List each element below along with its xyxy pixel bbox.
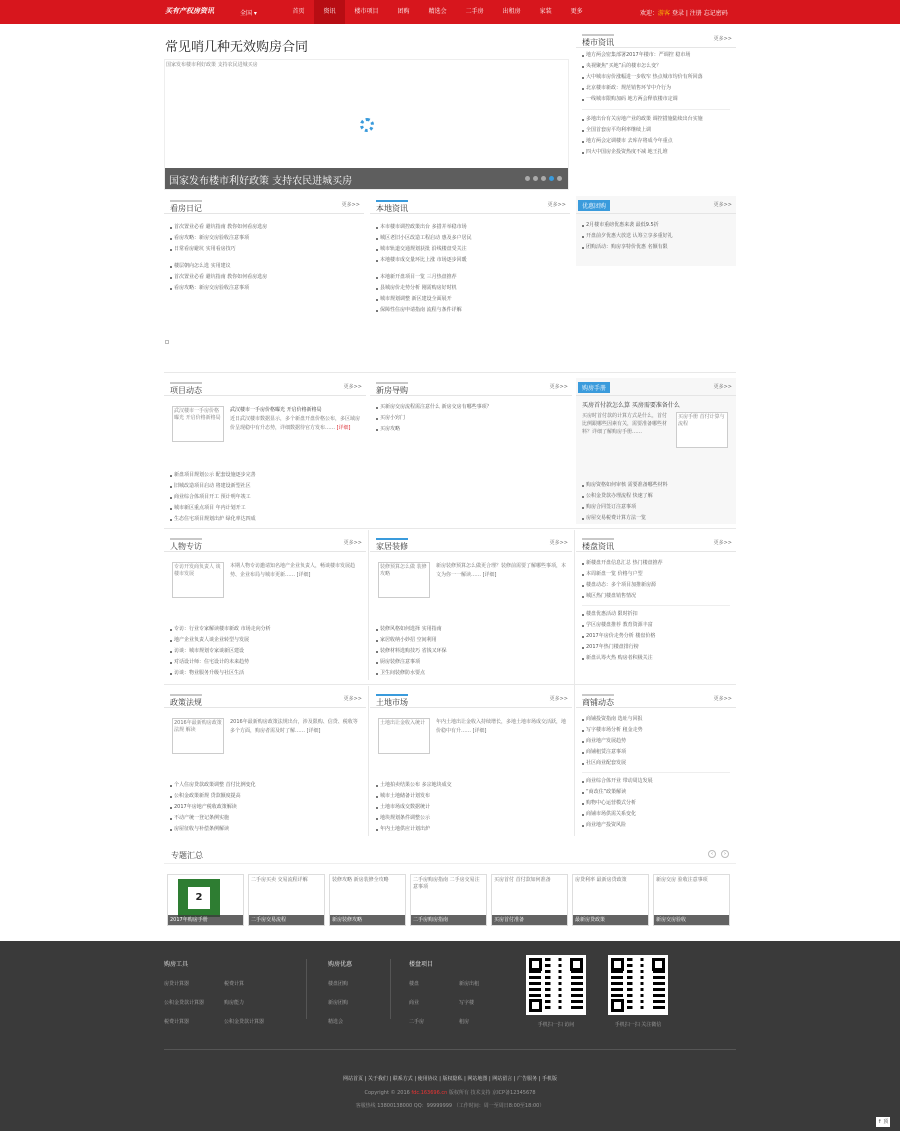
footer-link[interactable]: 购房能力 [224, 1000, 245, 1006]
featured-text [230, 718, 360, 736]
list-item[interactable]: 访谈：物业服务升级与社区生活 [164, 668, 366, 679]
qr-caption: 手机扫一扫 关注微信 [614, 1022, 662, 1028]
section-shop-news [576, 690, 736, 836]
featured-text [230, 406, 360, 433]
news-list [576, 50, 736, 105]
more-link[interactable]: 更多>> [343, 540, 362, 546]
list-item[interactable]: 城区热门楼盘销售情况 [576, 591, 736, 602]
section-title: 专题汇总 [171, 851, 203, 860]
slider-dots [525, 176, 562, 181]
section-home-decoration [370, 534, 572, 680]
login-area [640, 8, 728, 17]
divider [164, 684, 736, 685]
footer-link[interactable]: 租房 [459, 1019, 470, 1025]
section-title: 楼盘资讯 [582, 538, 614, 552]
featured-image[interactable]: 装修预算怎么做 装修攻略 [378, 562, 430, 598]
news-list [576, 558, 736, 602]
login-links[interactable]: 登录 | 注册 忘记密码 [671, 10, 728, 17]
list-item[interactable]: 商业综合体开业 带动周边发展 [576, 776, 736, 787]
news-list [370, 624, 572, 679]
site-logo[interactable]: 买有产权房资讯 [165, 6, 214, 15]
list-item[interactable]: 卫生间装修防水要点 [370, 668, 572, 679]
featured-body: 本期人物专访邀请知名地产企业负责人，畅谈楼市发展趋势、企业布局与城市更新…… [230, 563, 356, 578]
featured-text [230, 562, 360, 580]
topic-caption[interactable]: 最新房贷政策 [573, 915, 648, 925]
section-header [576, 378, 736, 396]
list-item[interactable]: 不动产统一登记条例实施 [164, 813, 366, 824]
topic-image-alt: 装修攻略 新房装修全攻略 [332, 877, 389, 883]
footer-link[interactable]: 公积金贷款计算器 [164, 1000, 205, 1006]
footer-col-deals [328, 959, 352, 1025]
topic-image-alt: 买房首付 首付款如何准备 [494, 877, 551, 883]
list-item[interactable]: 商业地产发展趋势 [576, 736, 736, 747]
list-item[interactable]: 生态住宅项目规划出炉 绿化率达四成 [164, 514, 366, 525]
more-link[interactable]: 更多>> [549, 384, 568, 390]
section-market-news [576, 30, 736, 190]
section-land-market [370, 690, 572, 836]
news-list [576, 714, 736, 769]
section-title: 政策法规 [170, 694, 202, 708]
section-header [164, 690, 366, 708]
section-title: 本地资讯 [376, 200, 408, 214]
divider [164, 372, 736, 373]
featured-body: 买房时首付款的计算方式是什么，首付比例跟哪些因素有关，需要准备哪些材料？详细了解购房手册…… [582, 413, 668, 435]
list-item[interactable]: 县城房价走势分析 刚需购房好时机 [370, 283, 570, 294]
news-list [370, 272, 570, 316]
list-item[interactable]: 买房攻略 [370, 424, 572, 435]
nav-selected[interactable]: 精选会 [428, 8, 447, 15]
nav-more[interactable]: 更多 [570, 8, 583, 15]
list-item[interactable]: 央视聚焦“买地”后的楼市怎么变？ [576, 61, 736, 72]
list-item[interactable]: 首次置业必看 避坑指南 教你如何看房选房 [164, 272, 364, 283]
list-item[interactable]: 四大中国房企投资热度不减 地王扎堆 [576, 147, 736, 158]
more-link[interactable]: 更多>> [713, 540, 732, 546]
section-title: 看房日记 [170, 200, 202, 214]
slider-image-alt: 国家发布楼市利好政策 支持农民进城买房 [166, 62, 258, 68]
copyright-text: Copyright © 2016 [364, 1090, 412, 1096]
section-house-diary [164, 196, 364, 334]
footer-link[interactable]: 楼盘 [409, 981, 420, 987]
list-item[interactable]: 地方两会定调楼市 去库存将成今年重点 [576, 136, 736, 147]
list-item[interactable]: 多地出台有关房地产业的政策 调控措施陆续出台实施 [576, 114, 736, 125]
featured-title[interactable]: 武汉楼市一手房价格曝光 开启价格新格局 [230, 407, 322, 413]
list-item[interactable]: 城市轨道交通规划获批 沿线楼盘受关注 [370, 244, 570, 255]
section-topics [164, 846, 736, 864]
divider [368, 530, 369, 680]
topic-thumb[interactable] [572, 874, 649, 926]
section-header [164, 196, 364, 214]
section-buyer-handbook [576, 378, 736, 524]
nav-second-hand[interactable]: 二手房 [465, 8, 484, 15]
topic-image-alt: 新房交房 验收注意事项 [656, 877, 708, 883]
section-local-news [370, 196, 570, 334]
news-list [576, 609, 736, 664]
more-link[interactable]: 更多>> [713, 36, 732, 42]
divider [368, 686, 369, 836]
section-title: 项目动态 [170, 382, 202, 396]
section-tag: 购房手册 [578, 382, 610, 393]
more-link[interactable]: 更多>> [343, 696, 362, 702]
footer-col-title: 购房优惠 [328, 961, 353, 968]
news-list [370, 222, 570, 266]
list-item[interactable]: 地方两会密集部署2017年楼市：严调控 稳市场 [576, 50, 736, 61]
featured-article[interactable] [582, 400, 732, 480]
section-header [576, 196, 736, 214]
footer-copyright [0, 1089, 900, 1096]
news-list [164, 261, 364, 294]
main-nav [283, 0, 592, 24]
image-slider[interactable] [164, 59, 569, 190]
topic-image-alt: 二手房购房指南 二手房交易注意事项 [413, 877, 480, 890]
footer-col-title: 楼盘项目 [409, 961, 434, 968]
news-list [164, 780, 366, 835]
list-item[interactable]: 房屋征收与补偿条例解读 [164, 824, 366, 835]
section-header [370, 534, 572, 552]
featured-image[interactable]: 2016年最新购房政策法规 解读 [172, 718, 224, 754]
section-property-news [576, 534, 736, 680]
divider [574, 530, 575, 836]
footer-link[interactable]: 税费计算器 [164, 1019, 190, 1025]
topic-thumb[interactable] [248, 874, 325, 926]
list-item[interactable]: 城市规划调整 新区建设全面展开 [370, 294, 570, 305]
list-item[interactable]: 个人住房贷款政策调整 首付比例变化 [164, 780, 366, 791]
featured-more-link[interactable]: [详细] [296, 572, 311, 578]
login-guest: 游客 [658, 10, 671, 17]
list-item[interactable]: 购房合同签订注意事项 [576, 502, 736, 513]
more-link[interactable]: 更多>> [549, 696, 568, 702]
footer-link[interactable]: 税费计算 [224, 981, 245, 987]
book-cover-number: 2 [188, 887, 210, 909]
list-item[interactable]: 土地拍卖结果公布 多宗地块成交 [370, 780, 572, 791]
city-selector[interactable]: 全国 ▾ [240, 10, 257, 17]
footer-col-title: 购房工具 [164, 961, 189, 968]
slider-dot[interactable] [541, 176, 546, 181]
list-item[interactable]: 购房资格如何审核 需要准备哪些材料 [576, 480, 736, 491]
prev-arrow-icon[interactable]: ‹ [708, 850, 716, 858]
login-welcome: 欢迎： [640, 10, 659, 17]
loading-spinner-icon [360, 118, 374, 132]
footer-link[interactable]: 公积金贷款计算器 [224, 1019, 265, 1025]
list-item[interactable]: 商业地产投资风险 [576, 820, 736, 831]
section-header [370, 378, 572, 396]
news-list [164, 470, 366, 525]
news-list [576, 220, 736, 253]
list-item[interactable]: 团购活动：购房享特价优惠 名额有限 [576, 242, 736, 253]
section-group-deals [576, 196, 736, 266]
list-item[interactable]: 2017年房地产税收政策解读 [164, 802, 366, 813]
nav-rental[interactable]: 出租房 [502, 8, 521, 15]
list-item[interactable]: 楼层朝向怎么选 实用建议 [164, 261, 364, 272]
footer-col-projects [409, 959, 509, 1025]
list-item[interactable]: 2017年热门楼盘排行榜 [576, 642, 736, 653]
list-item[interactable]: 商铺租赁注意事项 [576, 747, 736, 758]
topic-image-alt: 房贷利率 最新房贷政策 [575, 877, 627, 883]
list-item[interactable]: 公积金贷款办理流程 快速了解 [576, 491, 736, 502]
footer-link[interactable]: 楼盘团购 [328, 981, 349, 987]
topic-thumb[interactable] [167, 874, 244, 926]
section-header [164, 534, 366, 552]
news-list [576, 480, 736, 524]
news-list [164, 222, 364, 255]
slider-dot-active[interactable] [549, 176, 554, 181]
list-item[interactable]: 土地市场成交数据统计 [370, 802, 572, 813]
list-item[interactable]: 房屋交易税费计算方法一览 [576, 513, 736, 524]
list-item[interactable]: 城市新区重点项目 年内计划开工 [164, 503, 366, 514]
featured-body: 2016年最新购房政策法规出台，涉及限购、信贷、税收等多个方面，购房者需及时了解…… [230, 719, 358, 734]
nav-news[interactable]: 资讯 [314, 0, 345, 24]
section-header [164, 378, 366, 396]
divider [390, 959, 391, 1019]
list-item[interactable]: 地块规划条件调整公示 [370, 813, 572, 824]
section-title: 土地市场 [376, 694, 408, 708]
divider [164, 528, 736, 529]
footer-links[interactable]: 网站首页 | 关于我们 | 联系方式 | 使用协议 | 版权隐私 | 网站地图 | 网站留言 | 广告服务 | 手机版 [343, 1076, 557, 1082]
nav-projects[interactable]: 楼市项目 [354, 8, 379, 15]
site-footer [0, 941, 900, 1131]
slider-caption[interactable]: 国家发布楼市利好政策 支持农民进城买房 [169, 176, 353, 187]
topic-thumbnails [167, 874, 730, 926]
qr-code-image [526, 955, 586, 1015]
list-item[interactable]: 楼盘动态：多个项目加推新房源 [576, 580, 736, 591]
featured-more-link[interactable]: [详细] [472, 728, 487, 734]
list-item[interactable]: 公积金政策新规 贷款额度提高 [164, 791, 366, 802]
list-item[interactable]: 新楼盘开盘信息汇总 热门楼盘推荐 [576, 558, 736, 569]
footer-link[interactable]: 商业 [409, 1000, 420, 1006]
slider-dot[interactable] [533, 176, 538, 181]
featured-more-link[interactable]: [详细] [336, 425, 351, 431]
footer-link[interactable]: 二手房 [409, 1019, 425, 1025]
list-item[interactable]: 购物中心运营模式分析 [576, 798, 736, 809]
list-item[interactable]: 商铺投资指南 选址与回报 [576, 714, 736, 725]
list-item[interactable]: 装修材料选购技巧 省钱又环保 [370, 646, 572, 657]
section-title: 楼市资讯 [582, 34, 614, 48]
list-item[interactable]: 年内土地供应计划出炉 [370, 824, 572, 835]
featured-image[interactable]: 土地出让金收入统计 [378, 718, 430, 754]
section-interviews [164, 534, 366, 680]
list-item[interactable]: 大中城市房价涨幅进一步收窄 热点城市均价有所回落 [576, 72, 736, 83]
list-item[interactable]: 北京楼市新政：规范销售环节中介行为 [576, 83, 736, 94]
divider [164, 1049, 736, 1050]
featured-text [436, 718, 566, 736]
more-link[interactable]: 更多>> [547, 202, 566, 208]
next-arrow-icon[interactable]: › [721, 850, 729, 858]
list-item[interactable]: 装修风格如何选择 实用指南 [370, 624, 572, 635]
list-item[interactable]: 旧城改造项目启动 将建设新型社区 [164, 481, 366, 492]
list-item[interactable]: 写字楼市场分析 租金走势 [576, 725, 736, 736]
list-item[interactable]: 看房攻略：新房交房验收注意事项 [164, 233, 364, 244]
more-link[interactable]: 更多>> [713, 696, 732, 702]
nav-group-buy[interactable]: 团购 [397, 8, 410, 15]
section-new-home-guide [370, 378, 572, 524]
section-title: 新房导购 [376, 382, 408, 396]
list-item[interactable]: 本地新开盘项目一览 三月热盘推荐 [370, 272, 570, 283]
more-link[interactable]: 更多>> [343, 384, 362, 390]
featured-more-link[interactable]: [详细] [482, 572, 497, 578]
list-item[interactable]: 本周新盘一览 价格与户型 [576, 569, 736, 580]
news-list [576, 114, 736, 158]
news-list [370, 780, 572, 835]
list-item[interactable]: 2017年房价走势分析 楼盘价格 [576, 631, 736, 642]
list-item[interactable]: 厨房装修注意事项 [370, 657, 572, 668]
section-title: 商铺动态 [582, 694, 614, 708]
topic-thumb[interactable] [410, 874, 487, 926]
footer-contact: 客服热线 13800138000 QQ：99999999 （工作时间：周一至周日8:00至18:00） [355, 1103, 545, 1109]
list-item[interactable]: 城区老旧小区改造工程启动 惠及多户居民 [370, 233, 570, 244]
topic-thumb[interactable] [653, 874, 730, 926]
list-item[interactable]: 买新房交房流程需注意什么 新房交房有哪些事项？ [370, 402, 572, 413]
featured-body: 年内土地出让金收入持续增长，多地土地市场成交活跃，地价稳中有升…… [436, 719, 567, 734]
banner-image-placeholder[interactable] [165, 340, 169, 344]
copyright-icp: 版权所有 技术支持 京ICP备12345678 [447, 1090, 536, 1096]
slider-dot[interactable] [557, 176, 562, 181]
news-list [164, 624, 366, 679]
section-header [576, 534, 736, 552]
footer-link[interactable]: 新房团购 [328, 1000, 349, 1006]
list-item[interactable]: 楼盘优惠活动 限时折扣 [576, 609, 736, 620]
list-item[interactable]: 专访：行业专家解读楼市新政 市场走向分析 [164, 624, 366, 635]
topic-caption[interactable]: 新房装修攻略 [330, 915, 405, 925]
list-item[interactable]: 家居收纳小妙招 空间利用 [370, 635, 572, 646]
slider-dot[interactable] [525, 176, 530, 181]
topic-caption[interactable]: 买房首付准备 [492, 915, 567, 925]
section-header [576, 690, 736, 708]
qr-caption: 手机扫一扫 访问 [537, 1022, 575, 1028]
list-item[interactable]: 日常看房避坑 实用看房技巧 [164, 244, 364, 255]
section-title: 人物专访 [170, 538, 202, 552]
headline-title[interactable]: 常见哨几种无效购房合同 [165, 40, 309, 55]
copyright-domain-link[interactable]: fdc.163696.cn [411, 1090, 448, 1096]
list-item[interactable]: 首次置业必看 避坑指南 教你如何看房选房 [164, 222, 364, 233]
more-link[interactable]: 更多>> [713, 202, 732, 208]
topic-thumb[interactable] [491, 874, 568, 926]
list-item[interactable]: 新盘项目规划公示 配套设施逐步完善 [164, 470, 366, 481]
list-item[interactable]: 买房小窍门 [370, 413, 572, 424]
nav-decoration[interactable]: 家装 [539, 8, 552, 15]
section-header [370, 690, 572, 708]
section-title: 家居装修 [376, 538, 408, 552]
list-item[interactable]: “商改住”政策解读 [576, 787, 736, 798]
nav-home[interactable]: 首页 [292, 8, 305, 15]
back-to-top-button[interactable]: ↑ 顶 [877, 1119, 889, 1125]
featured-body: 新房装修预算怎么做更合理？装修前需要了解哪些事项，本文为你一一解读…… [436, 563, 567, 578]
featured-body: 近日武汉楼市数据显示，多个新盘开盘价格公布，多区域房价呈现稳中有升态势，详细数据待官方发布…… [230, 416, 361, 431]
section-header [370, 196, 570, 214]
section-project-news [164, 378, 366, 524]
more-link[interactable]: 更多>> [713, 384, 732, 390]
list-item[interactable]: 商业综合体项目开工 预计明年竣工 [164, 492, 366, 503]
featured-article[interactable] [170, 716, 360, 766]
news-list [370, 402, 572, 435]
list-item[interactable]: 开盘前夕优惠大放送 认筹立享多重好礼 [576, 231, 736, 242]
qr-code-wechat-image [608, 955, 668, 1015]
list-item[interactable]: 保障性住房申请指南 流程与条件详解 [370, 305, 570, 316]
featured-title[interactable]: 买房首付款怎么算 买房需要准备什么 [582, 402, 680, 409]
footer-link[interactable]: 写字楼 [459, 1000, 475, 1006]
footer-link[interactable]: 房贷计算器 [164, 981, 190, 987]
featured-article[interactable] [170, 404, 360, 454]
list-item[interactable]: 本市楼市调控政策出台 多措并举稳市场 [370, 222, 570, 233]
featured-more-link[interactable]: [详细] [306, 728, 321, 734]
topic-caption[interactable]: 2017年购房手册 [168, 915, 243, 925]
news-list [576, 776, 736, 831]
more-link[interactable]: 更多>> [341, 202, 360, 208]
topic-caption[interactable]: 二手房交易流程 [249, 915, 324, 925]
list-item[interactable]: 对话设计师：住宅设计的未来趋势 [164, 657, 366, 668]
more-link[interactable]: 更多>> [549, 540, 568, 546]
book-cover-image [178, 879, 220, 917]
list-item[interactable]: 全国首套房平均利率继续上调 [576, 125, 736, 136]
featured-text [436, 562, 566, 580]
featured-image[interactable]: 买房手册 首付计算与流程 [676, 412, 728, 448]
list-item[interactable]: 本地楼市成交量环比上涨 市场逐步回暖 [370, 255, 570, 266]
featured-article[interactable] [170, 560, 360, 610]
section-policy [164, 690, 366, 836]
featured-article[interactable] [376, 560, 566, 610]
featured-image[interactable]: 武汉楼市一手房价格曝光 开启价格新格局 [172, 406, 224, 442]
list-item[interactable]: 商铺市场供需关系变化 [576, 809, 736, 820]
featured-article[interactable] [376, 716, 566, 766]
list-item[interactable]: 地产企业负责人谈企业转型与发展 [164, 635, 366, 646]
divider [306, 959, 307, 1019]
list-item[interactable]: 2月楼市重磅优惠来袭 最低9.5折 [576, 220, 736, 231]
list-item[interactable]: 访谈：城市规划专家谈新区建设 [164, 646, 366, 657]
list-item[interactable]: 社区商业配套发展 [576, 758, 736, 769]
list-item[interactable]: 看房攻略：新房交房验收注意事项 [164, 283, 364, 294]
topic-thumb[interactable] [329, 874, 406, 926]
topic-caption[interactable]: 二手房购房指南 [411, 915, 486, 925]
topic-image-alt: 二手房买卖 交易流程详解 [251, 877, 308, 883]
list-item[interactable]: 一线城市限购加码 地方两会释放楼市定调 [576, 94, 736, 105]
footer-link[interactable]: 精选会 [328, 1019, 344, 1025]
list-item[interactable]: 学区房楼盘推荐 教育资源丰富 [576, 620, 736, 631]
slider-caption-bar [165, 168, 568, 189]
list-item[interactable]: 新盘认筹火热 购房者积极关注 [576, 653, 736, 664]
section-tag: 优惠团购 [578, 200, 610, 211]
featured-image[interactable]: 专访开发商负责人 谈楼市发展 [172, 562, 224, 598]
section-header [576, 30, 736, 48]
topic-caption[interactable]: 新房交房验收 [654, 915, 729, 925]
footer-link[interactable]: 新房出租 [459, 981, 480, 987]
list-item[interactable]: 城市土地储备计划发布 [370, 791, 572, 802]
footer-col-tools [164, 959, 284, 1025]
top-nav-bar [0, 0, 900, 24]
